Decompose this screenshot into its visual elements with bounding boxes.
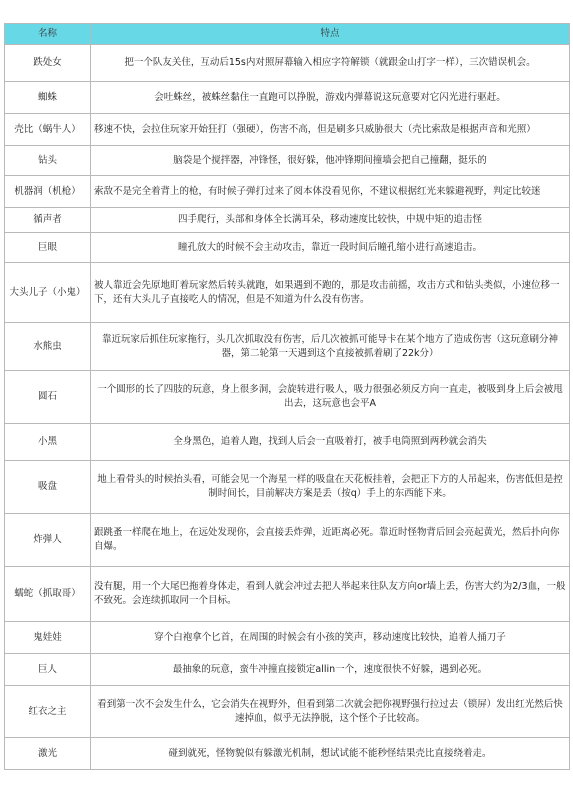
row-desc: 碰到就死，怪物貌似有躲激光机制，想试试能不能秒怪结果壳比直接绕着走。 [91, 738, 570, 770]
table-row [5, 82, 570, 114]
table-row [5, 45, 570, 82]
table-row [5, 461, 570, 514]
row-desc: 索敌不是完全着背上的枪，有时候子弹打过来了阅本体没看见你，不建议根据红光来躲避视野，判定比较迷 [91, 176, 570, 208]
row-desc: 把一个队友关住，互动后15s内对照屏幕输入相应字符解锁（就跟金山打字一样），三次错误机会。 [91, 45, 570, 82]
row-name: 红衣之主 [5, 686, 91, 738]
header-row [5, 24, 570, 45]
row-name: 跌处女 [5, 45, 91, 82]
table-row [5, 686, 570, 738]
table-row [5, 208, 570, 233]
monster-table [4, 23, 570, 770]
table-row [5, 424, 570, 461]
row-name: 钻头 [5, 146, 91, 176]
row-name: 水熊虫 [5, 323, 91, 371]
row-name: 蜘蛛 [5, 82, 91, 114]
row-name: 巨眼 [5, 233, 91, 263]
row-desc: 一个圆形的长了四肢的玩意，身上很多洞，会旋转进行吸人，吸力很强必须反方向一直走，被吸到身上后会被甩出去，这玩意也会平A [91, 371, 570, 424]
row-name: 大头儿子（小鬼） [5, 263, 91, 323]
row-desc: 会吐蛛丝，被蛛丝黏住一直跑可以挣脱，游戏内弹幕说这玩意要对它闪光进行驱赶。 [91, 82, 570, 114]
row-name: 蠕蛇（抓取哥） [5, 567, 91, 622]
table-row [5, 738, 570, 770]
row-desc: 全身黑色，追着人跑，找到人后会一直吸着打，被手电筒照到两秒就会消失 [91, 424, 570, 461]
row-name: 循声者 [5, 208, 91, 233]
row-desc: 四手爬行，头部和身体全长满耳朵，移动速度比较快，中规中矩的追击怪 [91, 208, 570, 233]
row-desc: 瞳孔放大的时候不会主动攻击，靠近一段时间后瞳孔缩小进行高速追击。 [91, 233, 570, 263]
row-desc: 最抽象的玩意，蛮牛冲撞直接锁定allin一个，速度很快不好躲，遇到必死。 [91, 654, 570, 686]
header-traits: 特点 [91, 24, 570, 45]
table-row [5, 654, 570, 686]
row-name: 小黑 [5, 424, 91, 461]
row-name: 炸弹人 [5, 514, 91, 567]
table-row [5, 263, 570, 323]
row-desc: 看到第一次不会发生什么，它会消失在视野外，但看到第二次就会把你视野强行拉过去（锁屏）发出红光然后快速掉血，似乎无法挣脱，这个怪个子比较高。 [91, 686, 570, 738]
row-name: 圆石 [5, 371, 91, 424]
row-name: 机器润（机枪） [5, 176, 91, 208]
row-desc: 地上看骨头的时候抬头看，可能会见一个海星一样的吸盘在天花板挂着，会把正下方的人吊起来，伤害低但是控制时间长，目前解决方案是丢（按q）手上的东西能下来。 [91, 461, 570, 514]
row-desc: 穿个白袍拿个匕首，在周围的时候会有小孩的笑声，移动速度比较快，追着人捅刀子 [91, 622, 570, 654]
table-row [5, 146, 570, 176]
row-desc: 靠近玩家后抓住玩家拖行，头几次抓取没有伤害，后几次被抓可能导卡在某个地方了造成伤害（这玩意刷分神器，第二轮第一天遇到这个直接被抓着刷了22k分） [91, 323, 570, 371]
row-name: 壳比（蜗牛人） [5, 114, 91, 146]
row-desc: 移速不快，会拉住玩家开始狂打（强硬），伤害不高，但是刷多只威胁很大（壳比索敌是根据声音和光照） [91, 114, 570, 146]
table-row [5, 114, 570, 146]
table-row [5, 323, 570, 371]
table-row [5, 567, 570, 622]
header-name: 名称 [5, 24, 91, 45]
row-desc: 没有腿，用一个大尾巴拖着身体走，看到人就会冲过去把人举起来往队友方向or墙上丢，伤害大约为2/3血，一般不致死。会连续抓取同一个目标。 [91, 567, 570, 622]
row-desc: 被人靠近会先原地盯着玩家然后转头就跑，如果遇到不跑的，那是攻击前摇，攻击方式和钻头类似，小速位移一下，还有大头儿子直接吃人的情况，但是不知道为什么没有伤害。 [91, 263, 570, 323]
table-row [5, 176, 570, 208]
table-row [5, 622, 570, 654]
row-name: 激光 [5, 738, 91, 770]
table-row [5, 371, 570, 424]
row-name: 鬼娃娃 [5, 622, 91, 654]
row-name: 巨人 [5, 654, 91, 686]
row-desc: 跟跳蚤一样爬在地上，在远处发现你，会直接丢炸弹，近距离必死。靠近时怪物背后回会亮起黄光，然后扑向你自爆。 [91, 514, 570, 567]
table-row [5, 514, 570, 567]
row-desc: 脑袋是个搅拌器，冲锋怪，很好躲，他冲锋期间撞墙会把自己撞翻，挺乐的 [91, 146, 570, 176]
table-row [5, 233, 570, 263]
row-name: 吸盘 [5, 461, 91, 514]
